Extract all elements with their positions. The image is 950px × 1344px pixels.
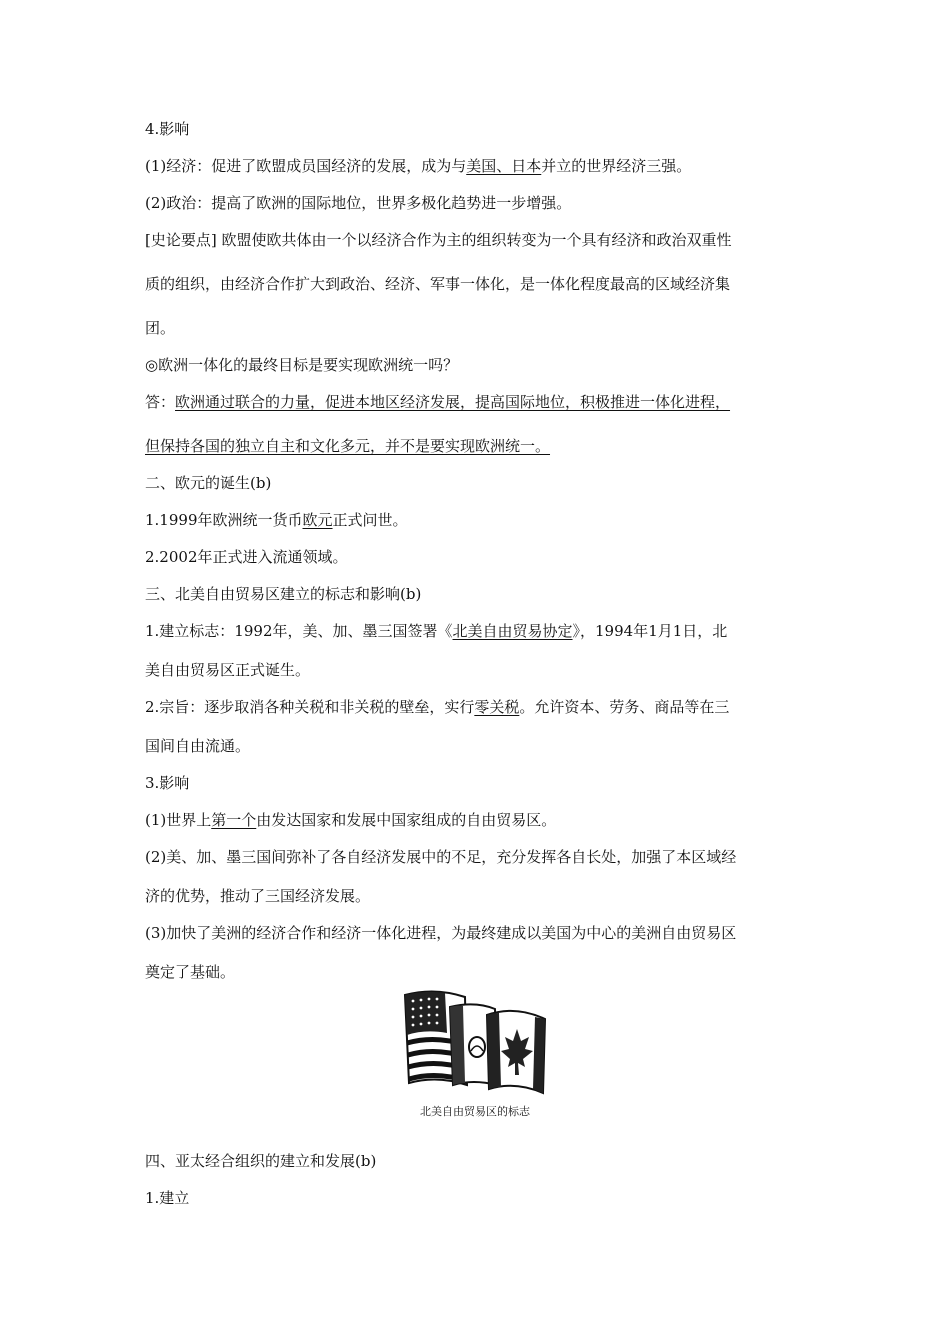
- nafta-item-2-cont: 国间自由流通。: [145, 737, 251, 755]
- euro-item-2: 2.2002年正式进入流通领域。: [145, 548, 348, 566]
- nafta-impact-2: (2)美、加、墨三国间弥补了各自经济发展中的不足，充分发挥各自长处，加强了本区域经: [145, 848, 737, 866]
- nafta-impact-1: [145, 809, 556, 831]
- nafta-impact-2-cont: 济的优势，推动了三国经济发展。: [145, 887, 371, 905]
- note-line-3: 团。: [145, 319, 176, 337]
- canada-flag: [487, 1011, 545, 1093]
- impact-politics: (2)政治：提高了欧洲的国际地位，世界多极化趋势进一步增强。: [145, 194, 572, 212]
- underlined-text: 零关税: [474, 698, 520, 716]
- text: (1)世界上: [145, 811, 212, 829]
- note-line-2: 质的组织，由经济合作扩大到政治、经济、军事一体化，是一体化程度最高的区域经济集: [145, 275, 731, 293]
- section-4-title: 4.影响: [145, 120, 190, 138]
- answer-line-2: [145, 435, 550, 457]
- underlined-text: 但保持各国的独立自主和文化多元，并不是要实现欧洲统一。: [145, 437, 551, 455]
- text: 并立的世界经济三强。: [541, 157, 692, 175]
- underlined-text: 北美自由贸易协定: [452, 622, 573, 640]
- section-3-title: 三、北美自由贸易区建立的标志和影响(b): [145, 585, 422, 603]
- nafta-impact-3-cont: 奠定了基础。: [145, 963, 236, 981]
- impact-economy: [145, 155, 691, 177]
- underlined-text: 美国、日本: [466, 157, 542, 175]
- text: (1)经济：促进了欧盟成员国经济的发展，成为与: [145, 157, 467, 175]
- text: 1.建立标志：1992年，美、加、墨三国签署《: [145, 622, 453, 640]
- figure-caption: 北美自由贸易区的标志: [420, 1105, 530, 1118]
- note-line-1: [史论要点] 欧盟使欧共体由一个以经济合作为主的组织转变为一个具有经济和政治双重性: [145, 231, 732, 249]
- nafta-item-3: 3.影响: [145, 774, 190, 792]
- nafta-item-2: [145, 696, 729, 718]
- nafta-flags-image: [395, 985, 555, 1095]
- text: 》，1994年1月1日，北: [572, 622, 728, 640]
- text: 由发达国家和发展中国家组成的自由贸易区。: [256, 811, 557, 829]
- nafta-logo-figure: [395, 985, 555, 1119]
- nafta-item-1: [145, 620, 727, 642]
- underlined-text: 欧洲通过联合的力量，促进本地区经济发展，提高国际地位，积极推进一体化进程，: [175, 393, 731, 411]
- section-4-apec-title: 四、亚太经合组织的建立和发展(b): [145, 1152, 377, 1170]
- question: ◎欧洲一体化的最终目标是要实现欧洲统一吗？: [145, 356, 459, 374]
- text: 2.宗旨：逐步取消各种关税和非关税的壁垒，实行: [145, 698, 475, 716]
- nafta-item-1-cont: 美自由贸易区正式诞生。: [145, 661, 311, 679]
- section-2-title: 二、欧元的诞生(b): [145, 474, 272, 492]
- text: 正式问世。: [332, 511, 408, 529]
- answer-line-1: [145, 391, 730, 413]
- text: 1.1999年欧洲统一货币: [145, 511, 303, 529]
- underlined-text: 第一个: [211, 811, 257, 829]
- nafta-impact-3: (3)加快了美洲的经济合作和经济一体化进程，为最终建成以美国为中心的美洲自由贸易区: [145, 924, 737, 942]
- text: 。允许资本、劳务、商品等在三: [519, 698, 730, 716]
- underlined-text: 欧元: [302, 511, 333, 529]
- euro-item-1: [145, 509, 408, 531]
- apec-item-1: 1.建立: [145, 1189, 190, 1207]
- answer-label: 答：: [145, 393, 176, 411]
